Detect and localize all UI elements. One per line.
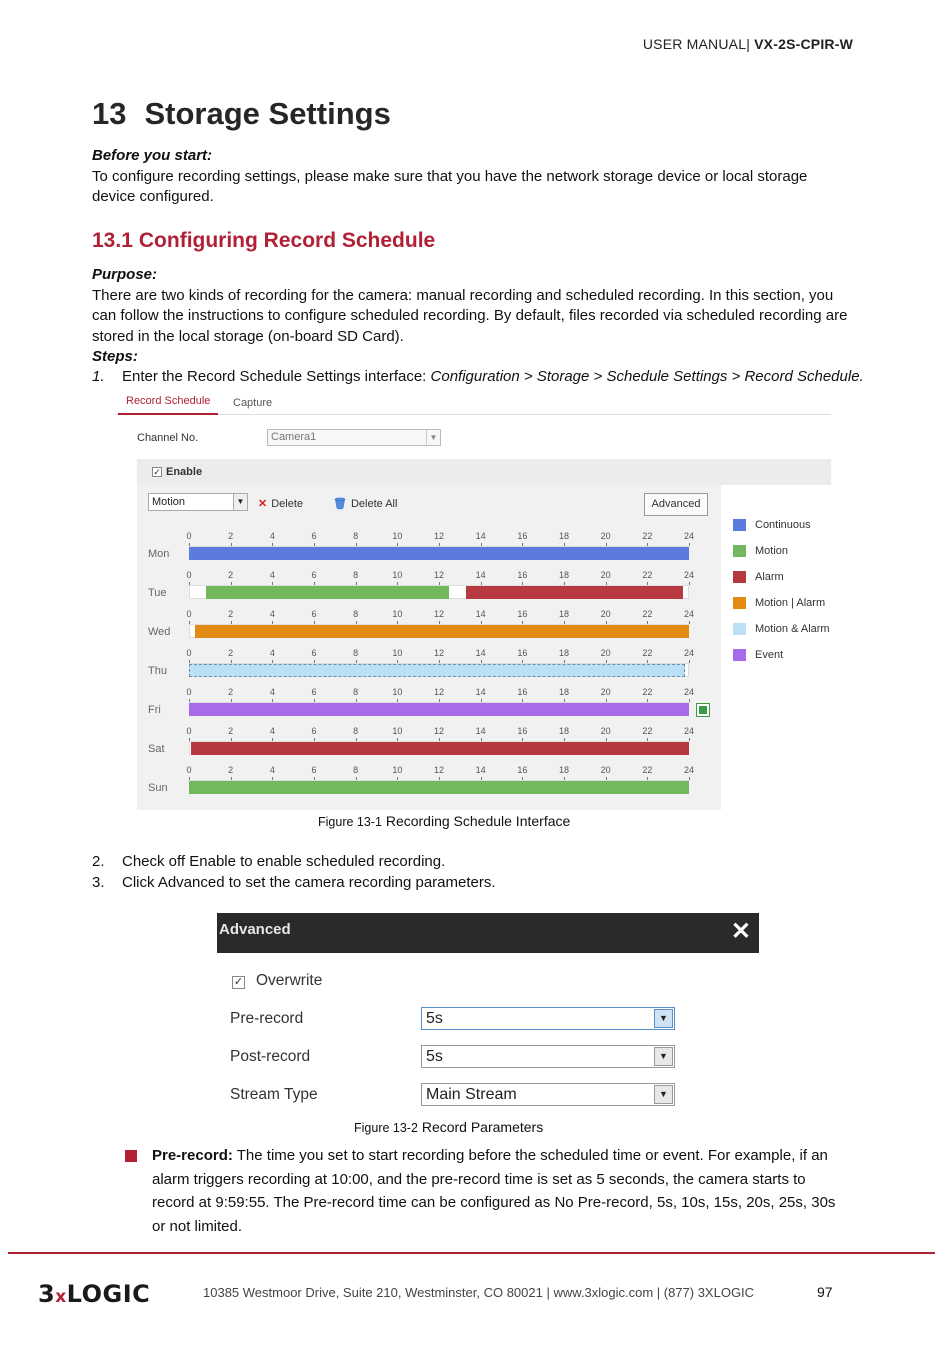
step-1 (92, 368, 864, 385)
schedule-row (137, 764, 721, 803)
hour-tick-mark (689, 738, 690, 741)
chevron-down-icon: ▼ (426, 430, 440, 445)
hour-tick-label: 12 (433, 726, 444, 736)
step-2 (92, 853, 445, 870)
hour-tick-label: 2 (228, 609, 234, 619)
day-label: Thu (148, 665, 167, 677)
delete-icon: ✕ (258, 498, 268, 510)
advanced-dialog-screenshot (217, 913, 759, 1113)
header-prefix: USER MANUAL| (642, 36, 755, 52)
hour-tick-label: 18 (558, 765, 569, 775)
delete-button[interactable] (258, 497, 303, 510)
hour-tick-label: 10 (392, 726, 403, 736)
hour-tick-label: 20 (600, 570, 611, 580)
hour-tick-label: 8 (353, 609, 359, 619)
hour-tick-label: 8 (353, 726, 359, 736)
legend-swatch[interactable] (733, 519, 746, 531)
channel-label: Channel No. (137, 432, 199, 444)
hour-tick-mark (689, 621, 690, 624)
hour-tick-label: 4 (269, 609, 275, 619)
hour-tick-label: 24 (683, 609, 694, 619)
before-start-paragraph (92, 146, 852, 208)
prerecord-value: 5s (426, 1010, 443, 1027)
record-schedule-screenshot (115, 392, 833, 812)
schedule-row (137, 608, 721, 647)
schedule-segment[interactable] (466, 586, 683, 599)
chevron-down-icon: ▼ (233, 494, 247, 510)
hour-tick-label: 12 (433, 765, 444, 775)
trash-icon: 🗑 (333, 498, 347, 510)
hour-tick-label: 4 (269, 531, 275, 541)
hour-tick-label: 22 (642, 726, 653, 736)
record-type-select[interactable] (148, 493, 248, 511)
tab-capture[interactable]: Capture (233, 397, 273, 409)
prerecord-definition: The time you set to start recording before the scheduled time or event. For example, if an alarm triggers recording at 10:00, and the pre-record time is set as 5 seconds, the camera starts to record at 9:59:55. The Pre-record time can be configured as No Pre-record, 5s, 10s, 15s, 20s, 25s, 30s or not limited. (152, 1147, 836, 1235)
delete-all-label: Delete All (350, 498, 398, 510)
hour-tick-label: 6 (311, 531, 317, 541)
hour-tick-mark (689, 699, 690, 702)
hour-tick-label: 2 (228, 726, 234, 736)
hour-tick-label: 22 (642, 648, 653, 658)
hour-tick-label: 12 (433, 648, 444, 658)
hour-tick-label: 10 (392, 570, 403, 580)
schedule-segment[interactable] (189, 781, 689, 794)
hour-tick-label: 20 (600, 726, 611, 736)
hour-tick-label: 10 (392, 648, 403, 658)
enable-bar (137, 459, 831, 485)
chevron-down-icon: ▼ (654, 1009, 673, 1028)
hour-tick-label: 2 (228, 687, 234, 697)
stream-type-value: Main Stream (426, 1086, 517, 1103)
hour-tick-label: 4 (269, 726, 275, 736)
hour-tick-label: 10 (392, 609, 403, 619)
legend-label: Motion | Alarm (755, 597, 826, 609)
running-header (643, 36, 853, 52)
hour-tick-label: 14 (475, 687, 486, 697)
hour-tick-label: 2 (228, 531, 234, 541)
hour-tick-label: 8 (353, 570, 359, 580)
step-2-number: 2. (92, 853, 105, 870)
overwrite-checkbox[interactable]: ✓ (233, 976, 244, 988)
step-3 (92, 874, 496, 891)
hour-tick-label: 16 (517, 765, 528, 775)
hour-tick-label: 0 (186, 648, 192, 658)
hour-tick-label: 18 (558, 531, 569, 541)
hour-tick-mark (689, 660, 690, 663)
legend-swatch[interactable] (733, 597, 746, 609)
step-2-text: Check off Enable to enable scheduled recording. (122, 853, 446, 870)
hour-tick-label: 4 (269, 648, 275, 658)
schedule-row (137, 686, 721, 725)
schedule-row (137, 647, 721, 686)
legend-swatch[interactable] (733, 649, 746, 661)
figure-1-number: Figure 13-1 (318, 815, 382, 829)
subsection-heading (92, 229, 435, 253)
stream-type-label: Stream Type (230, 1086, 318, 1103)
hour-tick-label: 22 (642, 765, 653, 775)
hour-tick-label: 16 (517, 609, 528, 619)
hour-tick-label: 14 (475, 648, 486, 658)
logo-part-x: x (55, 1287, 67, 1307)
legend-label: Event (755, 649, 784, 661)
hour-tick-mark (689, 582, 690, 585)
hour-tick-label: 4 (269, 570, 275, 580)
hour-tick-label: 6 (311, 570, 317, 580)
hour-tick-label: 10 (392, 687, 403, 697)
day-label: Tue (148, 587, 167, 599)
hour-tick-label: 18 (558, 609, 569, 619)
day-label: Sat (148, 743, 165, 755)
hour-tick-label: 24 (683, 570, 694, 580)
bullet-square (125, 1150, 137, 1162)
chevron-down-icon: ▼ (654, 1047, 673, 1066)
hour-tick-label: 14 (475, 726, 486, 736)
section-heading (92, 96, 391, 132)
day-label: Mon (148, 548, 170, 560)
hour-tick-label: 16 (517, 531, 528, 541)
hour-tick-label: 2 (228, 570, 234, 580)
hour-tick-label: 6 (311, 648, 317, 658)
hour-tick-label: 24 (683, 765, 694, 775)
schedule-row (137, 530, 721, 569)
schedule-segment[interactable] (189, 547, 689, 560)
purpose-label: Purpose: (92, 266, 158, 283)
company-logo (38, 1280, 150, 1308)
hour-tick-label: 16 (517, 687, 528, 697)
hour-tick-mark (689, 543, 690, 546)
legend-label: Continuous (755, 519, 811, 531)
logo-part-logic: LOGIC (66, 1280, 151, 1308)
hour-tick-label: 16 (517, 648, 528, 658)
prerecord-select[interactable] (421, 1007, 675, 1030)
logo-part-3: 3 (38, 1280, 56, 1308)
hour-tick-label: 20 (600, 765, 611, 775)
enable-label: Enable (166, 466, 203, 478)
schedule-row (137, 569, 721, 608)
hour-tick-label: 18 (558, 687, 569, 697)
step-1-text: Enter the Record Schedule Settings interface: (122, 368, 431, 385)
hour-tick-label: 24 (683, 687, 694, 697)
figure-1-text: Recording Schedule Interface (381, 813, 571, 829)
hour-tick-label: 22 (642, 609, 653, 619)
close-icon[interactable]: ✕ (730, 918, 751, 945)
section-title: Storage Settings (144, 96, 391, 131)
hour-tick-label: 22 (642, 531, 653, 541)
delete-all-button[interactable] (333, 497, 397, 510)
hour-tick-label: 16 (517, 726, 528, 736)
legend-swatch[interactable] (733, 545, 746, 557)
schedule-segment[interactable] (189, 703, 689, 716)
hour-tick-label: 12 (433, 687, 444, 697)
figure-2-number: Figure 13-2 (354, 1121, 418, 1135)
figure-2-text: Record Parameters (417, 1119, 544, 1135)
hour-tick-label: 20 (600, 531, 611, 541)
hour-tick-label: 16 (517, 570, 528, 580)
figure-1-caption (318, 813, 570, 829)
hour-tick-label: 0 (186, 687, 192, 697)
step-1-path: Configuration > Storage > Schedule Settings > Record Schedule. (430, 368, 864, 385)
prerecord-term: Pre-record: (152, 1147, 233, 1164)
hour-tick-label: 6 (311, 687, 317, 697)
footer-rule (8, 1252, 935, 1254)
hour-tick-label: 18 (558, 648, 569, 658)
postrecord-value: 5s (426, 1048, 443, 1065)
dialog-title: Advanced (219, 921, 291, 938)
tab-bar (115, 392, 831, 415)
page-number: 97 (817, 1284, 833, 1300)
schedule-segment[interactable] (195, 625, 689, 638)
dialog-title-bar (217, 913, 759, 953)
steps-label: Steps: (92, 348, 138, 365)
hour-tick-label: 14 (475, 570, 486, 580)
hour-tick-label: 22 (642, 687, 653, 697)
figure-2-caption (354, 1119, 543, 1135)
schedule-segment[interactable] (191, 742, 689, 755)
section-number: 13 (92, 96, 127, 131)
hour-tick-label: 10 (392, 765, 403, 775)
before-start-label: Before you start: (92, 147, 213, 164)
hour-tick-label: 8 (353, 648, 359, 658)
hour-tick-label: 6 (311, 765, 317, 775)
legend-swatch[interactable] (733, 571, 746, 583)
legend-swatch[interactable] (733, 623, 746, 635)
day-label: Fri (148, 704, 161, 716)
schedule-segment[interactable] (206, 586, 450, 599)
delete-label: Delete (271, 498, 304, 510)
copy-icon[interactable] (697, 704, 709, 716)
hour-tick-label: 0 (186, 765, 192, 775)
hour-tick-label: 24 (683, 726, 694, 736)
purpose-paragraph (92, 265, 852, 368)
step-3-text: Click Advanced to set the camera recording parameters. (122, 874, 496, 891)
hour-tick-label: 8 (353, 765, 359, 775)
hour-tick-label: 4 (269, 687, 275, 697)
hour-tick-label: 14 (475, 765, 486, 775)
hour-tick-label: 0 (186, 570, 192, 580)
chevron-down-icon: ▼ (654, 1085, 673, 1104)
legend-label: Alarm (755, 571, 784, 583)
hour-tick-label: 0 (186, 726, 192, 736)
hour-tick-label: 6 (311, 726, 317, 736)
channel-value: Camera1 (271, 431, 317, 443)
hour-tick-label: 4 (269, 765, 275, 775)
record-type-value: Motion (152, 496, 186, 508)
footer-address: 10385 Westmoor Drive, Suite 210, Westminster, CO 80021 | www.3xlogic.com | (877) 3XLOGIC (203, 1285, 755, 1300)
hour-tick-label: 20 (600, 609, 611, 619)
hour-tick-label: 18 (558, 726, 569, 736)
hour-tick-mark (689, 777, 690, 780)
hour-tick-label: 0 (186, 609, 192, 619)
hour-tick-label: 12 (433, 570, 444, 580)
overwrite-label: Overwrite (256, 972, 323, 989)
legend-label: Motion & Alarm (755, 623, 830, 635)
hour-tick-label: 8 (353, 531, 359, 541)
enable-checkbox[interactable]: ✓ (153, 467, 161, 477)
hour-tick-label: 0 (186, 531, 192, 541)
hour-tick-label: 20 (600, 648, 611, 658)
hour-tick-label: 24 (683, 648, 694, 658)
hour-tick-label: 8 (353, 687, 359, 697)
hour-tick-label: 2 (228, 765, 234, 775)
before-start-text: To configure recording settings, please make sure that you have the network storage device or local storage device configured. (92, 167, 808, 205)
postrecord-select[interactable] (421, 1045, 675, 1068)
hour-tick-label: 14 (475, 609, 486, 619)
prerecord-label: Pre-record (230, 1010, 304, 1027)
step-1-number: 1. (92, 368, 105, 385)
channel-select[interactable] (267, 429, 441, 446)
hour-tick-label: 22 (642, 570, 653, 580)
prerecord-description (152, 1144, 852, 1238)
legend-label: Motion (755, 545, 789, 557)
hour-tick-label: 24 (683, 531, 694, 541)
step-3-number: 3. (92, 874, 105, 891)
schedule-segment[interactable] (189, 664, 685, 677)
schedule-row (137, 725, 721, 764)
advanced-button[interactable]: Advanced (644, 493, 708, 516)
hour-tick-label: 12 (433, 531, 444, 541)
hour-tick-label: 12 (433, 609, 444, 619)
subsection-title: Configuring Record Schedule (138, 229, 436, 252)
hour-tick-label: 2 (228, 648, 234, 658)
purpose-text: There are two kinds of recording for the camera: manual recording and scheduled recording. In this section, you can follow the instructions to configure scheduled recording. By default, files recorded via scheduled recording are stored in the local storage (on-board SD Card). (92, 286, 848, 345)
hour-tick-label: 14 (475, 531, 486, 541)
stream-type-select[interactable] (421, 1083, 675, 1106)
hour-tick-label: 18 (558, 570, 569, 580)
day-label: Wed (148, 626, 171, 638)
hour-tick-label: 10 (392, 531, 403, 541)
header-model: VX-2S-CPIR-W (754, 36, 853, 52)
hour-tick-label: 6 (311, 609, 317, 619)
tab-record-schedule[interactable]: Record Schedule (118, 395, 218, 415)
postrecord-label: Post-record (230, 1048, 311, 1065)
day-label: Sun (148, 782, 168, 794)
hour-tick-label: 20 (600, 687, 611, 697)
subsection-number: 13.1 (92, 229, 133, 252)
